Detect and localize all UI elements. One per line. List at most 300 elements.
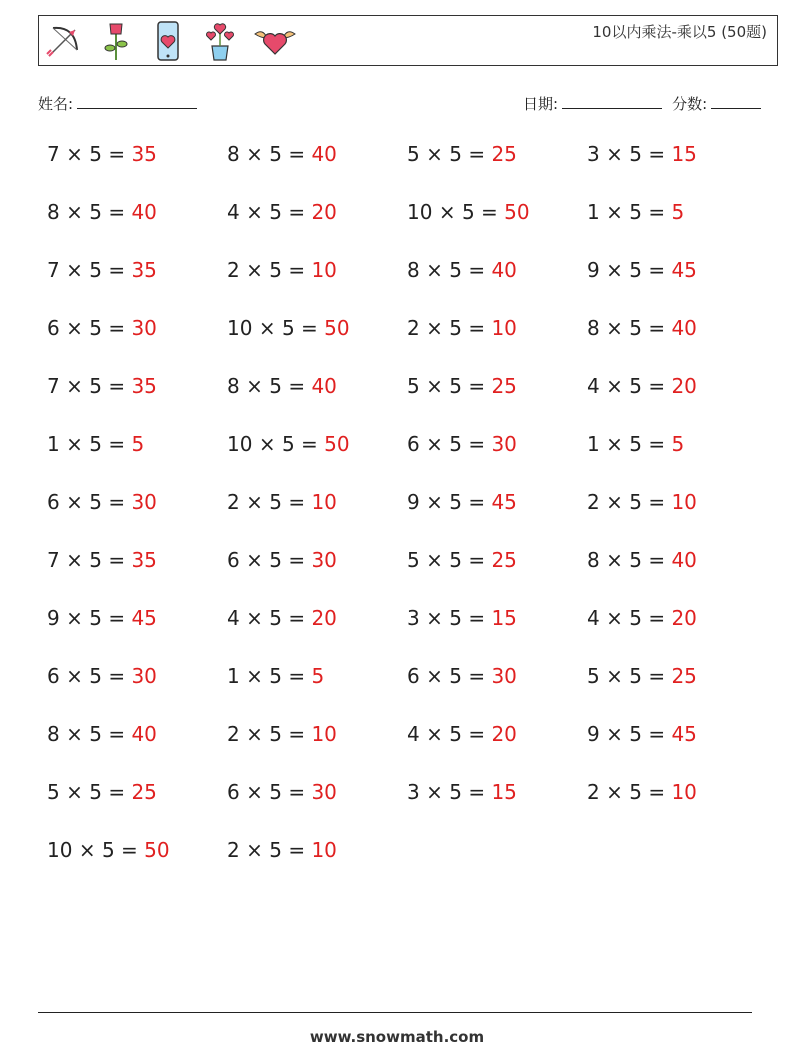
problem-row bbox=[47, 258, 767, 316]
problem-item bbox=[407, 200, 530, 224]
problem-item bbox=[407, 722, 517, 746]
answer: 25 bbox=[491, 548, 517, 572]
problem-item bbox=[47, 142, 157, 166]
equals-sign: = bbox=[301, 316, 318, 340]
problem-row bbox=[47, 838, 767, 896]
equals-sign: = bbox=[468, 142, 486, 166]
problem-item bbox=[227, 606, 337, 630]
equals-sign: = bbox=[468, 606, 486, 630]
problem-question: 9 bbox=[587, 258, 600, 282]
equals-sign: = bbox=[648, 606, 666, 630]
multiplier: 5 bbox=[269, 142, 282, 166]
problem-item bbox=[227, 200, 337, 224]
answer: 5 bbox=[311, 664, 325, 688]
operator: × bbox=[66, 780, 83, 804]
multiplier: 5 bbox=[449, 606, 462, 630]
equals-sign: = bbox=[288, 780, 306, 804]
problem-question: 8 bbox=[227, 142, 240, 166]
operator: × bbox=[426, 722, 443, 746]
operator: × bbox=[246, 258, 263, 282]
operator: × bbox=[246, 780, 263, 804]
answer: 5 bbox=[671, 432, 685, 456]
multiplier: 5 bbox=[89, 490, 102, 514]
operator: × bbox=[246, 722, 263, 746]
problem-item bbox=[407, 258, 517, 282]
problem-row bbox=[47, 490, 767, 548]
problem-question: 4 bbox=[587, 374, 600, 398]
equals-sign: = bbox=[481, 200, 498, 224]
operator: × bbox=[606, 722, 623, 746]
problem-question: 6 bbox=[407, 664, 420, 688]
operator: × bbox=[66, 548, 83, 572]
operator: × bbox=[66, 258, 83, 282]
heart-plant-icon bbox=[201, 20, 239, 62]
problem-question: 10 bbox=[227, 316, 253, 340]
multiplier: 5 bbox=[281, 316, 295, 340]
answer: 40 bbox=[671, 316, 697, 340]
multiplier: 5 bbox=[269, 606, 282, 630]
answer: 40 bbox=[671, 548, 697, 572]
problem-question: 7 bbox=[47, 258, 60, 282]
problem-question: 5 bbox=[407, 142, 420, 166]
answer: 15 bbox=[491, 606, 517, 630]
problem-question: 1 bbox=[587, 200, 600, 224]
problem-item bbox=[587, 142, 697, 166]
answer: 45 bbox=[671, 722, 697, 746]
problem-question: 4 bbox=[227, 200, 240, 224]
equals-sign: = bbox=[468, 374, 486, 398]
problem-item bbox=[47, 432, 144, 456]
equals-sign: = bbox=[108, 490, 126, 514]
problem-item bbox=[407, 664, 517, 688]
problem-question: 3 bbox=[407, 780, 420, 804]
rose-icon bbox=[97, 20, 135, 62]
problem-item bbox=[587, 316, 697, 340]
multiplier: 5 bbox=[269, 548, 282, 572]
problem-item bbox=[47, 374, 157, 398]
multiplier: 5 bbox=[629, 316, 642, 340]
answer: 40 bbox=[311, 142, 337, 166]
problem-item bbox=[587, 432, 684, 456]
equals-sign: = bbox=[108, 606, 126, 630]
problem-question: 2 bbox=[227, 838, 240, 862]
equals-sign: = bbox=[648, 664, 666, 688]
multiplier: 5 bbox=[629, 606, 642, 630]
problem-row bbox=[47, 780, 767, 838]
operator: × bbox=[258, 432, 276, 456]
multiplier: 5 bbox=[269, 258, 282, 282]
equals-sign: = bbox=[288, 142, 306, 166]
equals-sign: = bbox=[108, 548, 126, 572]
problem-item bbox=[407, 316, 517, 340]
answer: 30 bbox=[491, 432, 517, 456]
name-label: 姓名: bbox=[38, 95, 74, 113]
problem-row bbox=[47, 722, 767, 780]
multiplier: 5 bbox=[281, 432, 295, 456]
problem-item bbox=[587, 780, 697, 804]
equals-sign: = bbox=[468, 664, 486, 688]
answer: 40 bbox=[491, 258, 517, 282]
answer: 30 bbox=[311, 780, 337, 804]
date-label: 日期: bbox=[523, 95, 559, 113]
multiplier: 5 bbox=[449, 432, 462, 456]
multiplier: 5 bbox=[449, 490, 462, 514]
footer-url: www.snowmath.com bbox=[309, 1028, 485, 1046]
problem-question: 5 bbox=[47, 780, 60, 804]
problem-question: 4 bbox=[587, 606, 600, 630]
answer: 10 bbox=[311, 258, 337, 282]
worksheet-title: 10以内乘法-乘以5 (50题) bbox=[592, 23, 767, 41]
problem-item bbox=[227, 490, 337, 514]
equals-sign: = bbox=[288, 258, 306, 282]
problem-item bbox=[47, 606, 157, 630]
multiplier: 5 bbox=[449, 722, 462, 746]
multiplier: 5 bbox=[629, 780, 642, 804]
answer: 10 bbox=[311, 838, 337, 862]
multiplier: 5 bbox=[269, 374, 282, 398]
problem-question: 6 bbox=[227, 548, 240, 572]
problem-item bbox=[587, 722, 697, 746]
answer: 10 bbox=[671, 780, 697, 804]
equals-sign: = bbox=[648, 490, 666, 514]
problem-question: 2 bbox=[587, 780, 600, 804]
problem-item bbox=[407, 432, 517, 456]
multiplier: 5 bbox=[269, 722, 282, 746]
score-blank[interactable] bbox=[711, 92, 761, 109]
name-blank[interactable] bbox=[77, 92, 197, 109]
problem-question: 8 bbox=[47, 722, 60, 746]
operator: × bbox=[606, 664, 623, 688]
answer: 35 bbox=[131, 548, 157, 572]
answer: 20 bbox=[311, 200, 337, 224]
operator: × bbox=[258, 316, 276, 340]
problem-question: 1 bbox=[47, 432, 60, 456]
operator: × bbox=[606, 200, 623, 224]
multiplier: 5 bbox=[629, 200, 642, 224]
answer: 10 bbox=[671, 490, 697, 514]
problem-item bbox=[227, 374, 337, 398]
answer: 50 bbox=[324, 432, 350, 456]
operator: × bbox=[426, 432, 443, 456]
operator: × bbox=[426, 490, 443, 514]
answer: 25 bbox=[131, 780, 157, 804]
problem-question: 9 bbox=[407, 490, 420, 514]
answer: 20 bbox=[311, 606, 337, 630]
problem-question: 2 bbox=[227, 490, 240, 514]
problem-item bbox=[47, 838, 170, 862]
answer: 50 bbox=[504, 200, 530, 224]
answer: 35 bbox=[131, 374, 157, 398]
equals-sign: = bbox=[468, 722, 486, 746]
equals-sign: = bbox=[108, 780, 126, 804]
problem-question: 8 bbox=[47, 200, 60, 224]
equals-sign: = bbox=[648, 548, 666, 572]
problem-row bbox=[47, 432, 767, 490]
problem-item bbox=[407, 548, 517, 572]
answer: 20 bbox=[491, 722, 517, 746]
answer: 45 bbox=[131, 606, 157, 630]
operator: × bbox=[606, 780, 623, 804]
operator: × bbox=[246, 374, 263, 398]
operator: × bbox=[246, 664, 263, 688]
problem-item bbox=[47, 548, 157, 572]
operator: × bbox=[66, 374, 83, 398]
equals-sign: = bbox=[648, 142, 666, 166]
answer: 20 bbox=[671, 374, 697, 398]
equals-sign: = bbox=[648, 258, 666, 282]
problem-item bbox=[47, 490, 157, 514]
multiplier: 5 bbox=[269, 490, 282, 514]
problem-question: 10 bbox=[227, 432, 253, 456]
answer: 10 bbox=[311, 722, 337, 746]
multiplier: 5 bbox=[449, 548, 462, 572]
operator: × bbox=[426, 142, 443, 166]
problem-item bbox=[227, 548, 337, 572]
problem-item bbox=[227, 258, 337, 282]
problem-row bbox=[47, 316, 767, 374]
header-icons bbox=[45, 20, 297, 62]
problem-item bbox=[47, 780, 157, 804]
problem-question: 5 bbox=[407, 548, 420, 572]
answer: 25 bbox=[491, 374, 517, 398]
operator: × bbox=[246, 200, 263, 224]
multiplier: 5 bbox=[629, 142, 642, 166]
equals-sign: = bbox=[121, 838, 138, 862]
equals-sign: = bbox=[108, 316, 126, 340]
multiplier: 5 bbox=[629, 664, 642, 688]
operator: × bbox=[78, 838, 96, 862]
multiplier: 5 bbox=[89, 200, 102, 224]
answer: 15 bbox=[671, 142, 697, 166]
multiplier: 5 bbox=[89, 142, 102, 166]
operator: × bbox=[426, 606, 443, 630]
problem-row bbox=[47, 664, 767, 722]
multiplier: 5 bbox=[101, 838, 115, 862]
multiplier: 5 bbox=[89, 548, 102, 572]
equals-sign: = bbox=[108, 374, 126, 398]
problem-question: 6 bbox=[47, 316, 60, 340]
answer: 30 bbox=[131, 490, 157, 514]
operator: × bbox=[606, 432, 623, 456]
problem-question: 8 bbox=[587, 316, 600, 340]
operator: × bbox=[66, 490, 83, 514]
answer: 30 bbox=[311, 548, 337, 572]
multiplier: 5 bbox=[461, 200, 475, 224]
problem-item bbox=[47, 316, 157, 340]
problem-item bbox=[587, 606, 697, 630]
answer: 15 bbox=[491, 780, 517, 804]
operator: × bbox=[426, 780, 443, 804]
operator: × bbox=[606, 548, 623, 572]
equals-sign: = bbox=[108, 258, 126, 282]
operator: × bbox=[426, 664, 443, 688]
problem-question: 6 bbox=[47, 490, 60, 514]
problem-item bbox=[47, 258, 157, 282]
operator: × bbox=[66, 606, 83, 630]
operator: × bbox=[438, 200, 456, 224]
answer: 5 bbox=[131, 432, 145, 456]
problem-row bbox=[47, 374, 767, 432]
answer: 45 bbox=[491, 490, 517, 514]
equals-sign: = bbox=[108, 722, 126, 746]
multiplier: 5 bbox=[269, 780, 282, 804]
multiplier: 5 bbox=[89, 316, 102, 340]
multiplier: 5 bbox=[89, 722, 102, 746]
problem-question: 7 bbox=[47, 142, 60, 166]
problem-question: 9 bbox=[587, 722, 600, 746]
multiplier: 5 bbox=[89, 258, 102, 282]
problem-row bbox=[47, 142, 767, 200]
multiplier: 5 bbox=[629, 432, 642, 456]
problem-question: 8 bbox=[587, 548, 600, 572]
problem-item bbox=[227, 722, 337, 746]
answer: 25 bbox=[491, 142, 517, 166]
equals-sign: = bbox=[468, 316, 486, 340]
operator: × bbox=[246, 606, 263, 630]
operator: × bbox=[426, 258, 443, 282]
multiplier: 5 bbox=[269, 200, 282, 224]
equals-sign: = bbox=[301, 432, 318, 456]
multiplier: 5 bbox=[629, 490, 642, 514]
answer: 10 bbox=[311, 490, 337, 514]
operator: × bbox=[426, 548, 443, 572]
equals-sign: = bbox=[648, 316, 666, 340]
operator: × bbox=[606, 606, 623, 630]
answer: 40 bbox=[131, 722, 157, 746]
answer: 40 bbox=[311, 374, 337, 398]
problem-question: 3 bbox=[587, 142, 600, 166]
problem-question: 3 bbox=[407, 606, 420, 630]
operator: × bbox=[66, 722, 83, 746]
problem-item bbox=[407, 490, 517, 514]
answer: 50 bbox=[324, 316, 350, 340]
problem-item bbox=[227, 838, 337, 862]
date-score-fields bbox=[523, 92, 761, 114]
problem-question: 7 bbox=[47, 548, 60, 572]
problem-row bbox=[47, 200, 767, 258]
operator: × bbox=[66, 200, 83, 224]
equals-sign: = bbox=[108, 432, 126, 456]
score-label: 分数: bbox=[672, 95, 708, 113]
problem-item bbox=[227, 316, 350, 340]
problem-item bbox=[587, 200, 684, 224]
problem-question: 7 bbox=[47, 374, 60, 398]
multiplier: 5 bbox=[449, 258, 462, 282]
problem-item bbox=[47, 200, 157, 224]
multiplier: 5 bbox=[449, 664, 462, 688]
problem-question: 8 bbox=[407, 258, 420, 282]
problem-item bbox=[587, 258, 697, 282]
problem-item bbox=[407, 142, 517, 166]
equals-sign: = bbox=[288, 200, 306, 224]
equals-sign: = bbox=[468, 490, 486, 514]
operator: × bbox=[66, 432, 83, 456]
problem-row bbox=[47, 606, 767, 664]
problem-question: 10 bbox=[47, 838, 73, 862]
problem-question: 4 bbox=[227, 606, 240, 630]
answer: 35 bbox=[131, 142, 157, 166]
operator: × bbox=[606, 316, 623, 340]
problem-question: 1 bbox=[587, 432, 600, 456]
problem-question: 1 bbox=[227, 664, 240, 688]
multiplier: 5 bbox=[449, 316, 462, 340]
multiplier: 5 bbox=[629, 722, 642, 746]
equals-sign: = bbox=[288, 722, 306, 746]
answer: 35 bbox=[131, 258, 157, 282]
answer: 50 bbox=[144, 838, 170, 862]
problem-question: 5 bbox=[587, 664, 600, 688]
problem-item bbox=[227, 142, 337, 166]
operator: × bbox=[606, 142, 623, 166]
footer-divider bbox=[38, 1012, 752, 1013]
operator: × bbox=[66, 142, 83, 166]
operator: × bbox=[246, 548, 263, 572]
equals-sign: = bbox=[288, 838, 306, 862]
multiplier: 5 bbox=[449, 142, 462, 166]
operator: × bbox=[606, 374, 623, 398]
equals-sign: = bbox=[468, 780, 486, 804]
operator: × bbox=[246, 142, 263, 166]
answer: 25 bbox=[671, 664, 697, 688]
answer: 30 bbox=[491, 664, 517, 688]
problem-item bbox=[407, 780, 517, 804]
multiplier: 5 bbox=[629, 374, 642, 398]
problem-item bbox=[587, 374, 697, 398]
multiplier: 5 bbox=[89, 374, 102, 398]
multiplier: 5 bbox=[629, 548, 642, 572]
problem-question: 2 bbox=[407, 316, 420, 340]
problem-item bbox=[47, 664, 157, 688]
operator: × bbox=[246, 838, 263, 862]
worksheet-header bbox=[38, 15, 778, 66]
problem-row bbox=[47, 548, 767, 606]
problem-question: 6 bbox=[227, 780, 240, 804]
equals-sign: = bbox=[468, 548, 486, 572]
equals-sign: = bbox=[648, 374, 666, 398]
multiplier: 5 bbox=[629, 258, 642, 282]
answer: 40 bbox=[131, 200, 157, 224]
equals-sign: = bbox=[648, 200, 666, 224]
answer: 5 bbox=[671, 200, 685, 224]
answer: 20 bbox=[671, 606, 697, 630]
date-blank[interactable] bbox=[562, 92, 662, 109]
problem-question: 8 bbox=[227, 374, 240, 398]
problem-question: 2 bbox=[587, 490, 600, 514]
bow-and-arrow-icon bbox=[45, 20, 83, 62]
problem-question: 6 bbox=[407, 432, 420, 456]
problem-question: 2 bbox=[227, 722, 240, 746]
multiplier: 5 bbox=[269, 664, 282, 688]
problem-item bbox=[587, 548, 697, 572]
problem-grid bbox=[47, 142, 767, 896]
problem-question: 2 bbox=[227, 258, 240, 282]
equals-sign: = bbox=[288, 606, 306, 630]
equals-sign: = bbox=[648, 722, 666, 746]
problem-item bbox=[47, 722, 157, 746]
problem-item bbox=[227, 664, 324, 688]
multiplier: 5 bbox=[89, 664, 102, 688]
operator: × bbox=[606, 258, 623, 282]
equals-sign: = bbox=[108, 200, 126, 224]
multiplier: 5 bbox=[449, 374, 462, 398]
equals-sign: = bbox=[108, 664, 126, 688]
answer: 45 bbox=[671, 258, 697, 282]
multiplier: 5 bbox=[89, 780, 102, 804]
equals-sign: = bbox=[468, 432, 486, 456]
answer: 30 bbox=[131, 316, 157, 340]
answer: 10 bbox=[491, 316, 517, 340]
operator: × bbox=[426, 316, 443, 340]
